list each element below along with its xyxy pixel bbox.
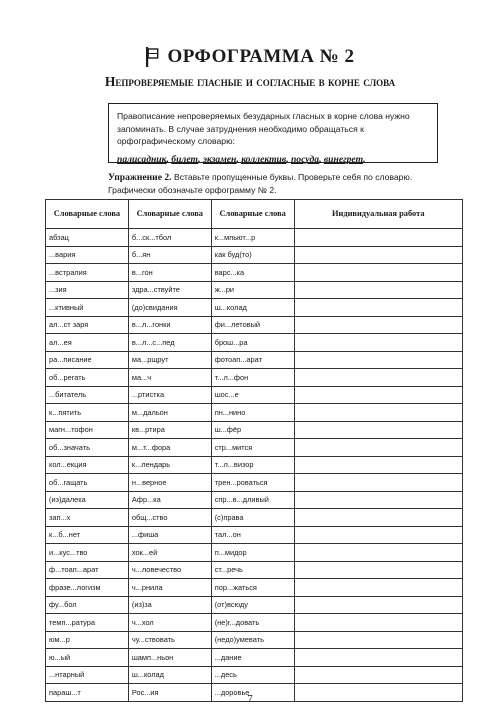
table-row: [46, 386, 463, 404]
word-cell: ш...колад: [211, 299, 294, 317]
word-cell: пор...жаться: [211, 579, 294, 597]
table-row: [46, 631, 463, 649]
word-cell: как буд(то): [211, 246, 294, 264]
example-word: коллектив: [241, 153, 287, 165]
word-cell: п...мидор: [211, 544, 294, 562]
work-cell[interactable]: [294, 596, 462, 614]
word-cell: ш...фёр: [211, 421, 294, 439]
word-cell: к...мпьют...р: [211, 229, 294, 247]
word-cell: чу...ствовать: [128, 631, 211, 649]
word-cell: тал...он: [211, 526, 294, 544]
word-cell: ...фиша: [128, 526, 211, 544]
word-cell: варс...ка: [211, 264, 294, 282]
word-cell: к...лендарь: [128, 456, 211, 474]
word-cell: ...нтарный: [46, 666, 129, 684]
word-cell: в...л...с...пед: [128, 334, 211, 352]
table-row: [46, 509, 463, 527]
table-row: [46, 491, 463, 509]
word-cell: об...гащать: [46, 474, 129, 492]
word-cell: юм...р: [46, 631, 129, 649]
word-cell: фу...бол: [46, 596, 129, 614]
word-cell: об...значать: [46, 439, 129, 457]
vocabulary-table: [45, 199, 463, 702]
table-row: [46, 596, 463, 614]
word-cell: хок...ей: [128, 544, 211, 562]
word-cell: абзац: [46, 229, 129, 247]
work-cell[interactable]: [294, 369, 462, 387]
table-row: [46, 666, 463, 684]
table-row: [46, 649, 463, 667]
word-cell: брош...ра: [211, 334, 294, 352]
column-header: Индивидуальная работа: [294, 200, 462, 229]
word-cell: (недо)умевать: [211, 631, 294, 649]
work-cell[interactable]: [294, 386, 462, 404]
table-row: [46, 544, 463, 562]
word-cell: к...б...нет: [46, 526, 129, 544]
word-cell: здра...ствуйте: [128, 281, 211, 299]
word-cell: ал...ст заря: [46, 316, 129, 334]
work-cell[interactable]: [294, 614, 462, 632]
work-cell[interactable]: [294, 544, 462, 562]
word-cell: фотоап...арат: [211, 351, 294, 369]
word-cell: ю...ый: [46, 649, 129, 667]
word-cell: ч...рнила: [128, 579, 211, 597]
word-cell: м...т...фора: [128, 439, 211, 457]
word-cell: фразе...логизм: [46, 579, 129, 597]
work-cell[interactable]: [294, 421, 462, 439]
table-row: [46, 421, 463, 439]
word-cell: ч...ловечество: [128, 561, 211, 579]
exercise-label: Упражнение 2.: [108, 172, 172, 183]
word-cell: (от)всюду: [211, 596, 294, 614]
rule-box: [108, 103, 438, 163]
table-row: [46, 229, 463, 247]
word-cell: ...вария: [46, 246, 129, 264]
example-word: палисадник: [117, 153, 167, 165]
flag-icon: [145, 46, 159, 68]
word-cell: пн...нино: [211, 404, 294, 422]
word-cell: (из)далека: [46, 491, 129, 509]
word-cell: ма...рщрут: [128, 351, 211, 369]
word-cell: и...кус...тво: [46, 544, 129, 562]
word-cell: (из)за: [128, 596, 211, 614]
word-cell: ...встралия: [46, 264, 129, 282]
word-cell: ст...речь: [211, 561, 294, 579]
word-cell: к...пятить: [46, 404, 129, 422]
work-cell[interactable]: [294, 509, 462, 527]
work-cell[interactable]: [294, 351, 462, 369]
word-cell: ...зия: [46, 281, 129, 299]
work-cell[interactable]: [294, 631, 462, 649]
table-row: [46, 246, 463, 264]
table-row: [46, 351, 463, 369]
word-cell: общ...ство: [128, 509, 211, 527]
column-header: Словарные слова: [128, 200, 211, 229]
column-header: Словарные слова: [46, 200, 129, 229]
work-cell[interactable]: [294, 561, 462, 579]
word-cell: темп...ратура: [46, 614, 129, 632]
work-cell[interactable]: [294, 456, 462, 474]
work-cell[interactable]: [294, 579, 462, 597]
word-cell: ...десь: [211, 666, 294, 684]
column-header: Словарные слова: [211, 200, 294, 229]
work-cell[interactable]: [294, 666, 462, 684]
example-word: экзамен: [202, 153, 237, 165]
work-cell[interactable]: [294, 439, 462, 457]
word-cell: ...дание: [211, 649, 294, 667]
example-word: билет: [171, 153, 199, 165]
example-word: винегрет: [323, 153, 364, 165]
work-cell[interactable]: [294, 264, 462, 282]
page-title: ОРФОГРАММА № 2: [167, 46, 355, 67]
word-cell: трен...роваться: [211, 474, 294, 492]
work-cell[interactable]: [294, 474, 462, 492]
table-row: [46, 369, 463, 387]
word-cell: ш...колад: [128, 666, 211, 684]
word-cell: ...ктивный: [46, 299, 129, 317]
word-cell: ...доровье: [211, 684, 294, 702]
word-cell: ф...тоап...арат: [46, 561, 129, 579]
word-cell: магн...тофон: [46, 421, 129, 439]
word-cell: в...л...гонки: [128, 316, 211, 334]
word-cell: Афр...ка: [128, 491, 211, 509]
word-cell: ал...ея: [46, 334, 129, 352]
word-cell: ч...хол: [128, 614, 211, 632]
table-row: [46, 334, 463, 352]
table-row: [46, 561, 463, 579]
table-row: [46, 281, 463, 299]
rule-examples: палисадник, билет, экзамен, коллектив, посуда, винегрет.: [117, 153, 366, 165]
word-cell: спр...в...дливый: [211, 491, 294, 509]
word-cell: стр...мится: [211, 439, 294, 457]
word-cell: ра...писание: [46, 351, 129, 369]
work-cell[interactable]: [294, 316, 462, 334]
table-row: [46, 579, 463, 597]
word-cell: в...гон: [128, 264, 211, 282]
word-cell: Рос...ия: [128, 684, 211, 702]
work-cell[interactable]: [294, 526, 462, 544]
work-cell[interactable]: [294, 229, 462, 247]
table-row: [46, 614, 463, 632]
word-cell: кв...ртира: [128, 421, 211, 439]
word-cell: шос...е: [211, 386, 294, 404]
word-cell: т...л...фон: [211, 369, 294, 387]
word-cell: ма...ч: [128, 369, 211, 387]
word-cell: б...ян: [128, 246, 211, 264]
work-cell[interactable]: [294, 246, 462, 264]
word-cell: (с)права: [211, 509, 294, 527]
page-subtitle: Непроверяемые гласные и согласные в корне слова: [104, 74, 396, 89]
word-cell: параш...т: [46, 684, 129, 702]
table-row: [46, 456, 463, 474]
exercise-instruction: [108, 171, 438, 196]
table-row: [46, 439, 463, 457]
rule-text: Правописание непроверяемых безударных гласных в корне слова нужно запоминать. В случае затруднения необходимо обращаться к орфографическому словарю:: [117, 111, 410, 146]
word-cell: (не)г...довать: [211, 614, 294, 632]
table-row: [46, 316, 463, 334]
exercise-text: Вставьте пропущенные буквы. Проверьте себя по словарю. Графически обозначьте орфограмму № 2.: [108, 172, 413, 195]
word-cell: т...л...визор: [211, 456, 294, 474]
title-row: [0, 46, 500, 68]
table-row: [46, 404, 463, 422]
table-row: [46, 526, 463, 544]
table-row: [46, 299, 463, 317]
word-cell: б...ск...тбол: [128, 229, 211, 247]
word-cell: фи...летовый: [211, 316, 294, 334]
word-cell: ...битатель: [46, 386, 129, 404]
work-cell[interactable]: [294, 491, 462, 509]
word-cell: м...дальон: [128, 404, 211, 422]
work-cell[interactable]: [294, 281, 462, 299]
word-cell: об...регать: [46, 369, 129, 387]
work-cell[interactable]: [294, 649, 462, 667]
work-cell[interactable]: [294, 299, 462, 317]
word-cell: кол...екция: [46, 456, 129, 474]
word-cell: ...ртистка: [128, 386, 211, 404]
table-row: [46, 264, 463, 282]
word-cell: ж...ри: [211, 281, 294, 299]
word-cell: зап...х: [46, 509, 129, 527]
table-header-row: [46, 200, 463, 229]
example-word: посуда: [290, 153, 320, 165]
work-cell[interactable]: [294, 404, 462, 422]
work-cell[interactable]: [294, 334, 462, 352]
table-body: [46, 229, 463, 702]
table-row: [46, 474, 463, 492]
word-cell: шамп...ньон: [128, 649, 211, 667]
word-cell: (до)свидания: [128, 299, 211, 317]
page-number: 7: [247, 693, 253, 705]
word-cell: н...верное: [128, 474, 211, 492]
